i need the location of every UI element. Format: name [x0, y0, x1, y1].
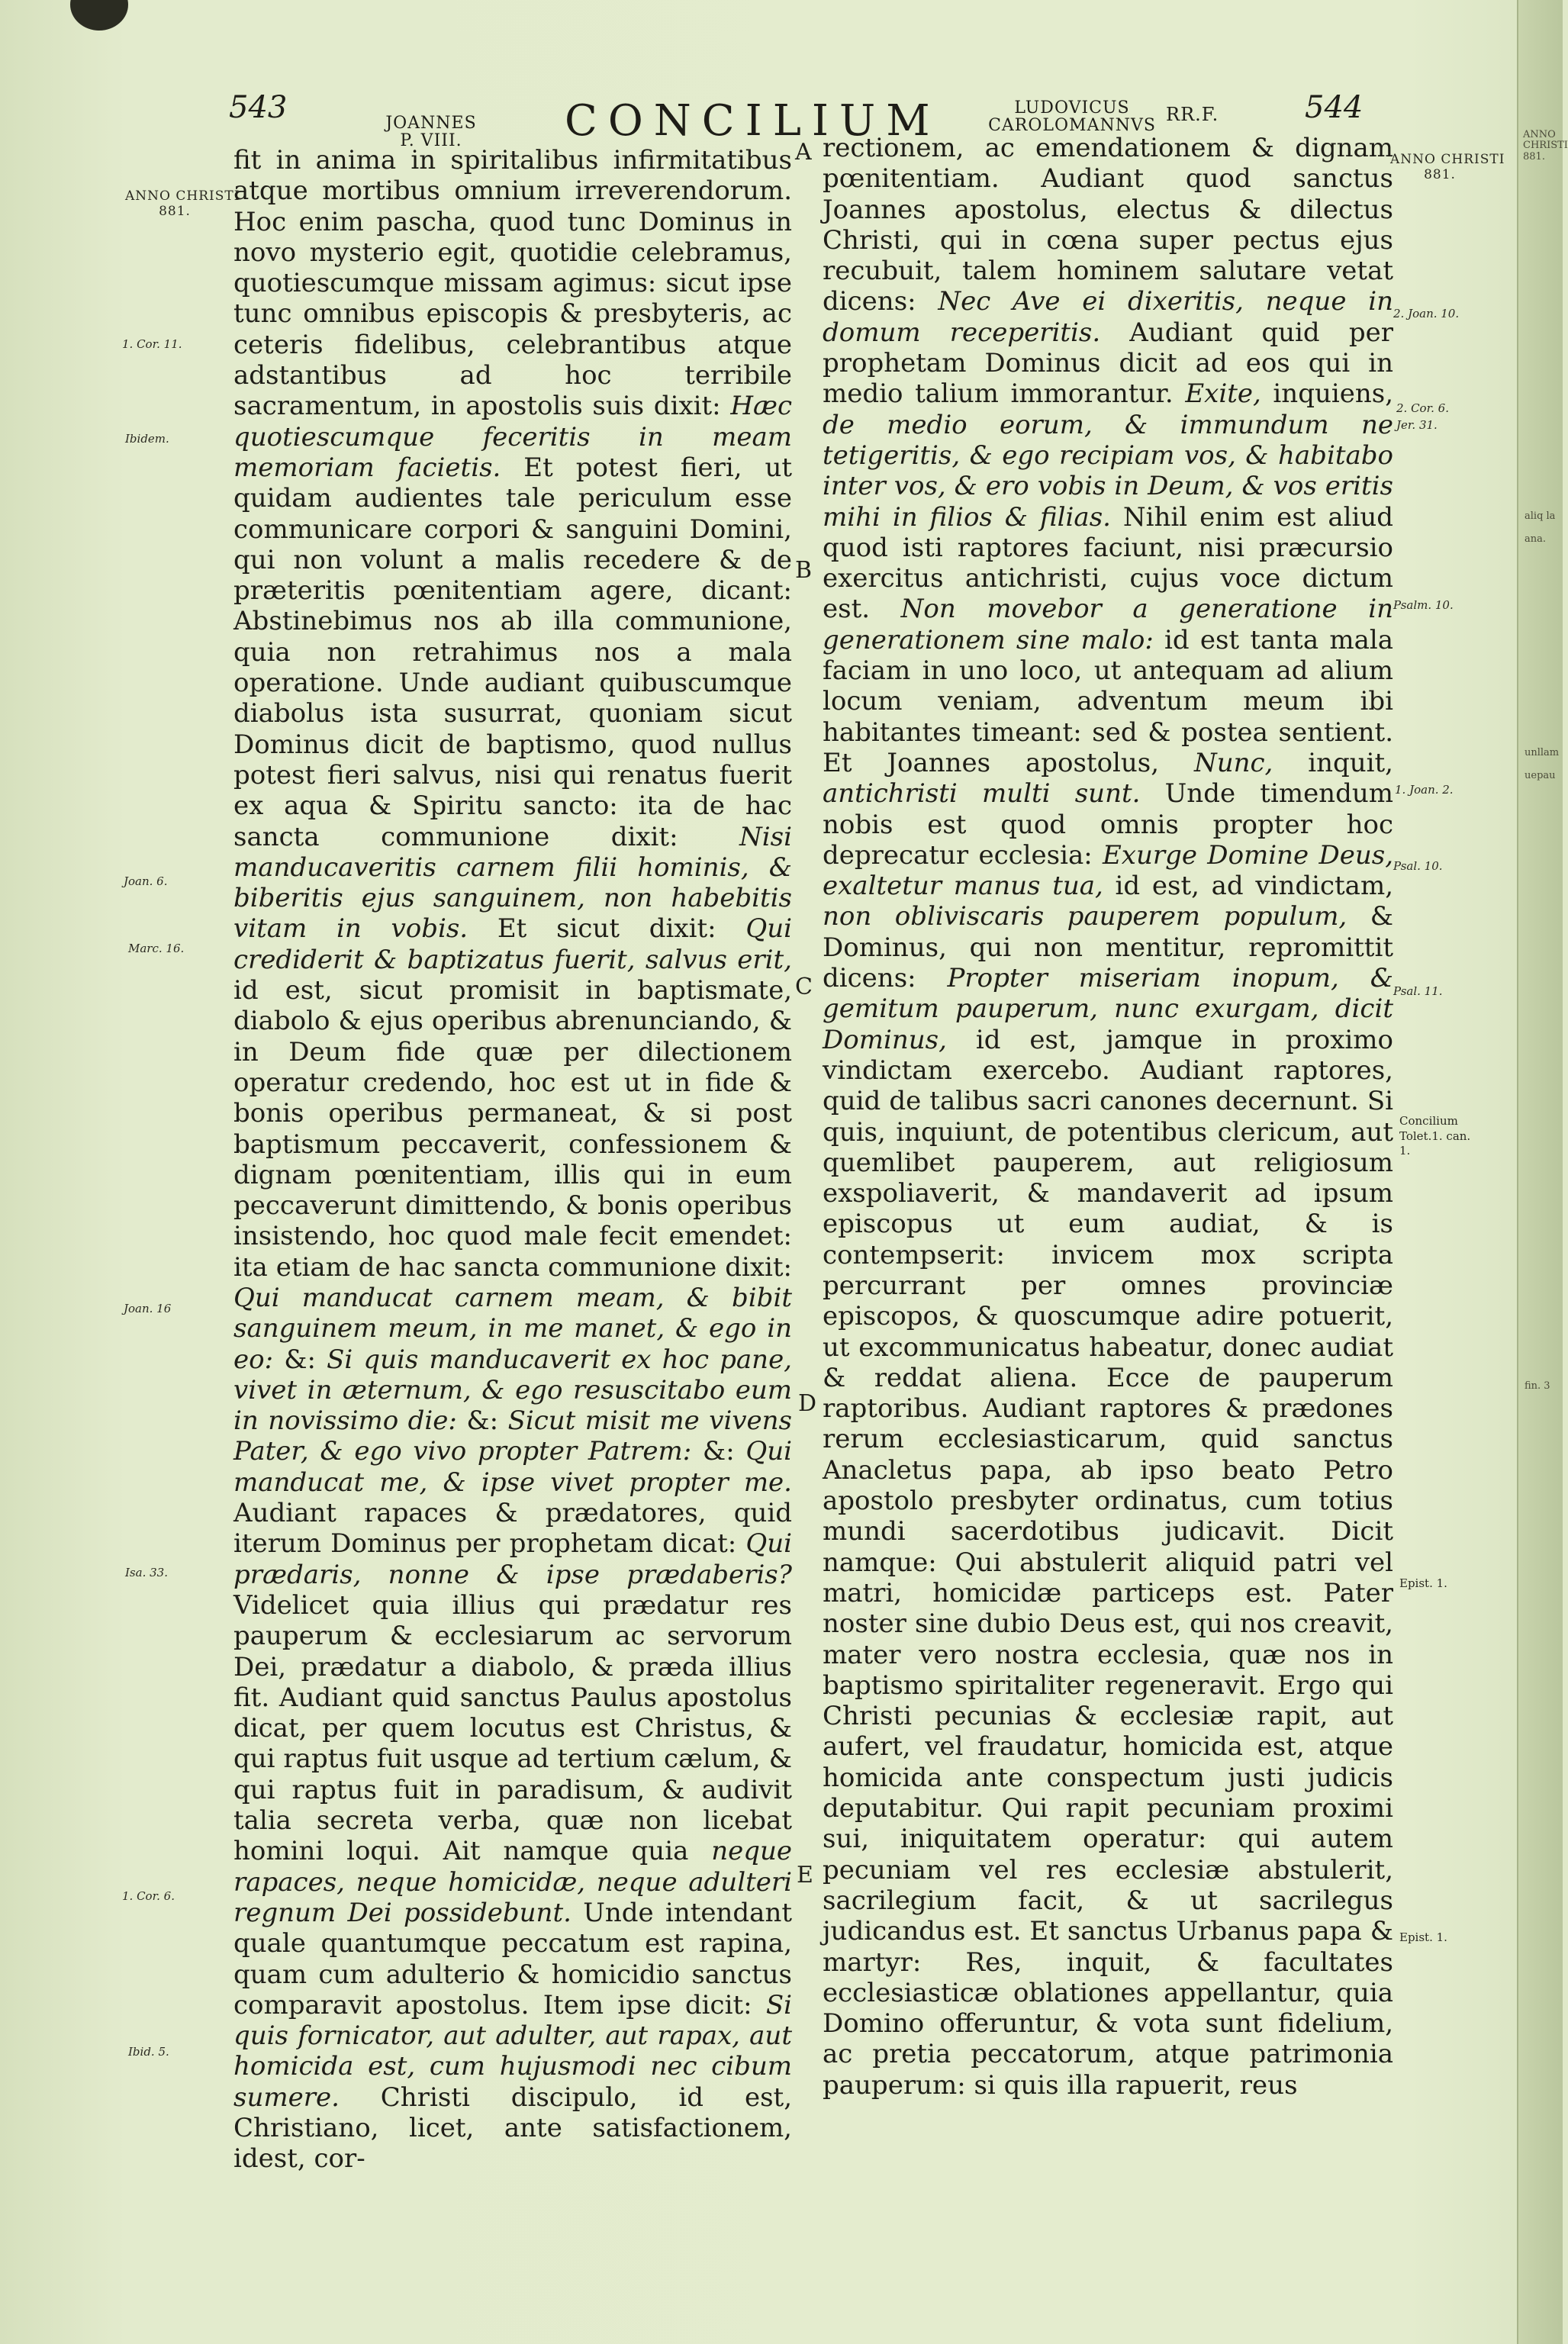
scripture-quote: Qui crediderit & baptizatus fuerit, salvus erit,	[233, 913, 792, 975]
text-run: rectionem, ac emendationem & dignam pœnitentiam. Audiant quod sanctus Joannes apostolus, electus & dilectus Christi, qui in cœna super pectus ejus recubuit, talem hominem salutare vetat dicens:	[823, 133, 1393, 317]
section-letter-a: A	[795, 139, 812, 166]
text-run: inquiens,	[1261, 378, 1394, 410]
text-column-left	[233, 145, 792, 2175]
king-1: LUDOVICUS	[1014, 98, 1130, 118]
text-run: inquit,	[1273, 747, 1393, 778]
text-run: id est, jamque in proximo vindictam exercebo. Audiant raptores, quid de talibus sacri canones decernunt. Si quis, inquiunt, de potentibus clericum, aut quemlibet pauperem, aut religiosum exspoliaverit, & mandaverit ad ipsum episcopus ut eum audiat, & is contempserit: invicem mox scripta percurrant per omnes provinciæ episcopos, & quoscumque adire potuerit, ut excommunicatus habeatur, donec audiat & reddat aliena. Ecce de pauperum raptoribus. Audiant raptores & prædones rerum ecclesiasticarum, quid sanctus Anacletus papa, ab ipso beato Petro apostolo presbyter ordinatus, cum totius mundi sacerdotibus judicavit. Dicit namque: Qui abstulerit aliquid patri vel matri, homicidæ particeps est. Pater noster sine dubio Deus est, qui nos creavit, mater vero nostra ecclesia, quæ nos in baptismo spiritaliter regeneravit. Ergo qui Christi pecunias & ecclesiæ rapit, aut aufert, vel fraudatur, homicida est, atque homicida ante conspectum justi judicis deputabitur. Qui rapit pecuniam proximi sui, iniquitatem operatur: qui autem pecuniam vel res ecclesiæ abstulerit, sacrilegium facit, & ut sacrilegus judicandus est. Et sanctus Urbanus papa & martyr: Res, inquit, & facultates ecclesiasticæ oblationes appellantur, quia Domino offeruntur, & vota sunt fidelium, ac pretia peccatorum, atque patrimonia pauperum: si quis illa rapuerit, reus	[823, 1024, 1393, 2101]
edge-fragment: ana.	[1525, 533, 1547, 545]
scripture-quote: Hæc quotiescumque feceritis in meam memoriam facietis.	[233, 391, 792, 483]
margin-ref: Psal. 10.	[1393, 859, 1443, 873]
text-column-right	[823, 133, 1393, 2101]
year-label: ANNO CHRISTI	[1390, 152, 1505, 167]
scripture-quote: Si quis fornicator, aut adulter, aut rapax, aut homicida est, cum hujusmodi nec cibum sumere.	[233, 1989, 792, 2113]
scripture-quote: Qui prædaris, nonne & ipse prædaberis?	[233, 1528, 792, 1590]
scripture-quote: Qui manducat me, & ipse vivet propter me.	[233, 1436, 792, 1498]
page-number-left: 543	[229, 90, 288, 125]
scripture-quote: Si quis manducaverit ex hoc pane, vivet in æternum, & ego resuscitabo eum in novissimo die:	[233, 1344, 792, 1437]
scripture-quote: neque rapaces, neque homicidæ, neque adulteri regnum Dei possidebunt.	[233, 1836, 792, 1928]
scripture-quote: non obliviscaris pauperem populum,	[823, 901, 1347, 932]
margin-ref: Psalm. 10.	[1393, 598, 1454, 612]
margin-ref: Joan. 6.	[124, 874, 168, 888]
pope-number: P. VIII.	[400, 131, 462, 151]
margin-ref: 1. Cor. 6.	[122, 1889, 175, 1903]
margin-ref: Isa. 33.	[125, 1566, 168, 1579]
text-run: Unde timendum nobis est quod omnis propter hoc deprecatur ecclesia:	[823, 778, 1393, 871]
text-run: Videlicet quia illius qui prædatur res pauperum & ecclesiarum ac servorum Dei, prædatur a diabolo, & præda illius fit. Audiant quid sanctus Paulus apostolus dicat, per quem locutus est Christus, & qui raptus fuit usque ad tertium cælum, & qui raptus fuit in paradisum, & audivit talia secreta verba, quæ non licebat homini loqui. Ait namque quia	[233, 1589, 792, 1867]
margin-ref: Epist. 1.	[1399, 1930, 1447, 1944]
section-letter-b: B	[795, 557, 813, 584]
body-paragraph	[233, 145, 792, 2175]
scripture-quote: Nec Ave ei dixeritis, neque in domum receperitis.	[823, 286, 1393, 348]
scripture-quote: Qui manducat carnem meam, & bibit sanguinem meum, in me manet, & ego in eo:	[233, 1282, 792, 1375]
scripture-quote: Exurge Domine Deus, exaltetur manus tua,	[823, 839, 1393, 902]
text-run: id est tanta mala faciam in uno loco, ut antequam ad alium locum veniam, adventum meum ibi habitantes timeant: sed & postea sentient. Et Joannes apostolus,	[823, 624, 1393, 778]
kings-names	[984, 99, 1160, 134]
scripture-quote: Non movebor a generatione in generationem sine malo:	[823, 594, 1393, 655]
margin-ref: Jer. 31.	[1396, 418, 1438, 432]
margin-ref: 1. Joan. 2.	[1395, 783, 1454, 797]
text-run: id est, ad vindictam,	[1103, 871, 1394, 902]
scripture-quote: de medio eorum, & immundum ne tetigeritis, & ego recipiam vos, & habitabo inter vos, & ero vobis in Deum, & vos eritis mihi in filios & filias.	[823, 409, 1393, 533]
margin-ref: Epist. 1.	[1399, 1576, 1447, 1590]
margin-ref: Concilium Tolet.1. can. 1.	[1399, 1114, 1471, 1158]
text-run: &:	[691, 1436, 746, 1467]
margin-ref: Joan. 16	[124, 1302, 172, 1315]
edge-fragment: ANNO CHRISTI 881.	[1523, 129, 1568, 163]
margin-ref: 1. Cor. 11.	[122, 337, 182, 351]
text-run: Et sicut dixit:	[468, 913, 746, 945]
text-run: fit in anima in spiritalibus infirmitatibus atque mortibus omnium irreverendorum. Hoc enim pascha, quod tunc Dominus in novo mysterio egit, quotidie celebramus, quotiescumque missam agimus: sicut ipse tunc omnibus episcopis & presbyteris, ac ceteris fidelibus, celebrantibus atque adstantibus ad hoc terribile sacramentum, in apostolis suis dixit:	[233, 145, 792, 422]
margin-ref: Marc. 16.	[128, 942, 185, 955]
text-run: Et potest fieri, ut quidam audientes tale periculum esse communicare corpori & sanguini Domini, qui non volunt a malis recedere & de præteritis pœnitentiam agere, dicant: Abstinebimus nos ab illa communione, quia non retrahimus nos a mala operatione. Unde audiant quibuscumque diabolus ista susurrat, quoniam sicut Dominus dicit de baptismo, quod nullus potest fieri salvus, nisi qui renatus fuerit ex aqua & Spiritu sancto: ita de hac sancta communione dixit:	[233, 452, 793, 852]
page-title: CONCILIUM	[565, 96, 941, 146]
scripture-quote: Nisi manducaveritis carnem filii hominis, & biberitis ejus sanguinem, non habebitis vitam in vobis.	[233, 821, 792, 945]
section-letter-c: C	[795, 974, 813, 1000]
text-run: Christi discipulo, id est, Christiano, licet, ante satisfactionem, idest, cor-	[233, 2082, 792, 2175]
year-value: 881.	[159, 203, 191, 219]
section-letter-d: D	[798, 1390, 817, 1417]
section-letter-e: E	[797, 1862, 813, 1888]
margin-ref: Ibidem.	[125, 432, 169, 446]
edge-fragment: unllam	[1525, 747, 1560, 758]
pope-label: JOANNES	[385, 114, 477, 133]
scripture-quote: Nunc,	[1193, 747, 1273, 778]
text-run: Audiant rapaces & prædatores, quid iterum Dominus per prophetam dicat:	[233, 1498, 792, 1560]
scripture-quote: Sicut misit me vivens Pater, & ego vivo propter Patrem:	[233, 1405, 792, 1467]
year-label: ANNO CHRISTI	[125, 188, 240, 204]
text-run: Unde intendant quale quantumque peccatum est rapina, quam cum adulterio & homicidio sanctus comparavit apostolus. Item ipse dicit:	[233, 1897, 792, 2020]
scripture-quote: Propter miseriam inopum, & gemitum pauperum, nunc exurgam, dicit Dominus,	[823, 963, 1393, 1055]
kings-suffix: RR.F.	[1166, 104, 1219, 125]
page-number-right: 544	[1305, 90, 1364, 125]
year-value: 881.	[1424, 166, 1456, 182]
king-2: CAROLOMANNVS	[988, 116, 1156, 136]
left-year-note	[125, 188, 240, 219]
edge-fragment: uepau	[1525, 770, 1556, 781]
edge-fragment: fin. 3	[1525, 1380, 1550, 1392]
scripture-quote: Exite,	[1185, 378, 1261, 410]
text-run: &:	[273, 1344, 327, 1375]
margin-ref: 2. Joan. 10.	[1393, 307, 1460, 320]
text-run: &:	[456, 1405, 508, 1437]
margin-ref: Psal. 11.	[1393, 984, 1443, 998]
text-run: & Dominus, qui non mentitur, repromittit dicens:	[823, 901, 1393, 994]
margin-ref: 2. Cor. 6.	[1396, 401, 1449, 415]
text-run: id est, sicut promisit in baptismate, diabolo & ejus operibus abrenunciando, & in Deum fide quæ per dilectionem operatur credendo, hoc est ut in fide & bonis operibus permaneat, & si post baptismum peccaverit, confessionem & dignam pœnitentiam, illis qui in eum peccaverunt dimittendo, & bonis operibus insistendo, hoc quod male fecit emendet: ita etiam de hac sancta communione dixit:	[233, 975, 792, 1283]
text-run: Nihil enim est aliud quod isti raptores faciunt, nisi præcursio exercitus antichristi, cujus voce dictum est.	[823, 501, 1393, 625]
body-paragraph	[823, 133, 1393, 2101]
adjacent-page-edge	[1517, 0, 1568, 2344]
text-run: Audiant quid per prophetam Dominus dicit ad eos qui in medio talium immorantur.	[823, 317, 1393, 410]
scripture-quote: antichristi multi sunt.	[823, 778, 1141, 810]
right-year-note	[1390, 152, 1505, 182]
margin-ref: Ibid. 5.	[128, 2045, 169, 2059]
edge-fragment: aliq la	[1525, 510, 1556, 522]
